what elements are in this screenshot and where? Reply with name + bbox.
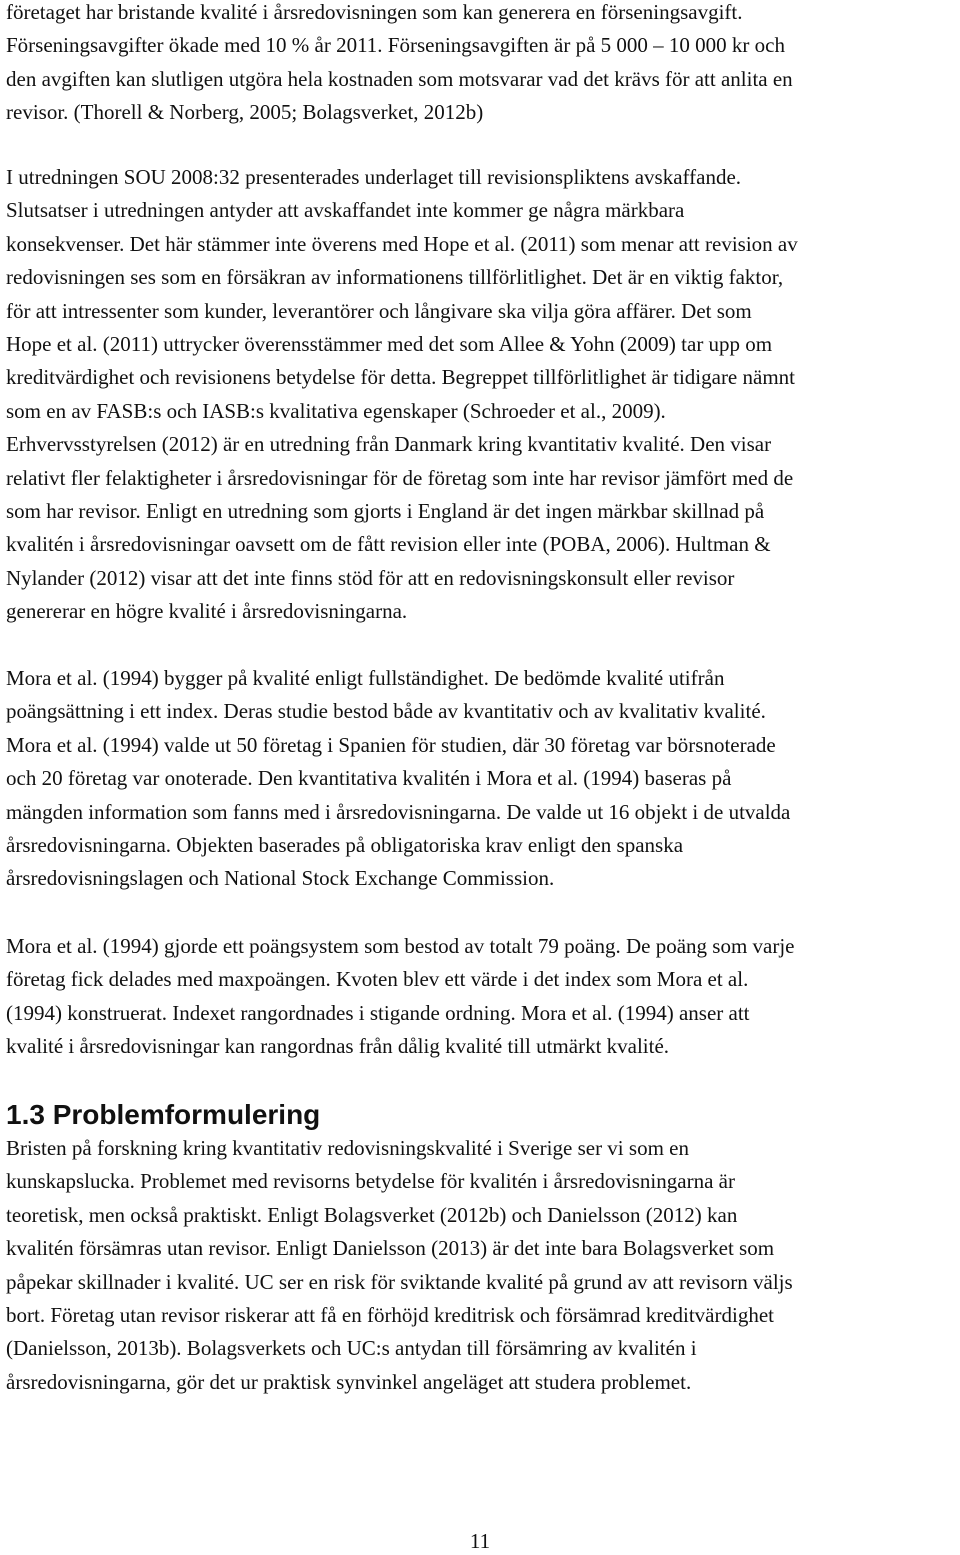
text-line: (Danielsson, 2013b). Bolagsverkets och UC:s antydan till försämring av kvalitén i xyxy=(6,1336,697,1361)
text-line: kunskapslucka. Problemet med revisorns betydelse för kvalitén i årsredovisningarna är xyxy=(6,1169,735,1194)
text-line: den avgiften kan slutligen utgöra hela kostnaden som motsvarar vad det krävs för att anlita en xyxy=(6,66,793,91)
text-line: teoretisk, men också praktiskt. Enligt Bolagsverket (2012b) och Danielsson (2012) kan xyxy=(6,1202,738,1227)
text-line: Hope et al. (2011) uttrycker överensstämmer med det som Allee & Yohn (2009) tar upp om xyxy=(6,332,773,357)
text-line: kvalitén försämras utan revisor. Enligt Danielsson (2013) är det inte bara Bolagsverket som xyxy=(6,1236,775,1261)
text-line: I utredningen SOU 2008:32 presenterades underlaget till revisionspliktens avskaffande. xyxy=(6,165,742,189)
text-line: poängsättning i ett index. Deras studie bestod både av kvantitativ och av kvalitativ kvalité. xyxy=(6,699,766,724)
text-line: årsredovisningslagen och National Stock Exchange Commission. xyxy=(6,866,555,891)
text-line: Mora et al. (1994) gjorde ett poängsystem som bestod av totalt 79 poäng. De poäng som varje xyxy=(6,934,795,958)
paragraph-sou-investigation xyxy=(6,161,798,629)
text-line: som en av FASB:s och IASB:s kvalitativa egenskaper (Schroeder et al., 2009). xyxy=(6,398,666,423)
text-line: påpekar skillnader i kvalité. UC ser en risk för sviktande kvalité på grund av att revisorn väljs xyxy=(6,1269,793,1294)
text-line: Slutsatser i utredningen antyder att avskaffandet inte kommer ge några märkbara xyxy=(6,198,685,223)
text-line: (1994) konstruerat. Indexet rangordnades i stigande ordning. Mora et al. (1994) anser att xyxy=(6,1000,750,1025)
text-line: konsekvenser. Det här stämmer inte överens med Hope et al. (2011) som menar att revision av xyxy=(6,231,798,256)
text-line: som har revisor. Enligt en utredning som gjorts i England är det ingen märkbar skillnad på xyxy=(6,499,765,524)
text-line: redovisningen ses som en försäkran av informationens tillförlitlighet. Det är en viktig faktor, xyxy=(6,265,784,290)
paragraph-late-fees xyxy=(6,0,793,130)
text-line: företag fick delades med maxpoängen. Kvoten blev ett värde i det index som Mora et al. xyxy=(6,967,749,992)
text-line: genererar en högre kvalité i årsredovisningarna. xyxy=(6,599,408,624)
section-heading: 1.3 Problemformulering xyxy=(6,1099,321,1130)
page-number: 11 xyxy=(469,1529,491,1553)
text-line: mängden information som fanns med i årsredovisningarna. De valde ut 16 objekt i de utvalda xyxy=(6,799,791,824)
text-line: Mora et al. (1994) valde ut 50 företag i Spanien för studien, där 30 företag var börsnoterade xyxy=(6,732,776,757)
text-line: kreditvärdighet och revisionens betydelse för detta. Begreppet tillförlitlighet är tidigare nämnt xyxy=(6,365,795,390)
text-line: för att intressenter som kunder, leverantörer och långivare ska vilja göra affärer. Det som xyxy=(6,298,752,323)
text-line: Erhvervsstyrelsen (2012) är en utredning från Danmark kring kvantitativ kvalité. Den visar xyxy=(6,432,772,457)
text-line: Bristen på forskning kring kvantitativ redovisningskvalité i Sverige ser vi som en xyxy=(6,1136,689,1160)
text-line: och 20 företag var onoterade. Den kvantitativa kvalitén i Mora et al. (1994) baseras på xyxy=(6,766,732,791)
text-line: Mora et al. (1994) bygger på kvalité enligt fullständighet. De bedömde kvalité utifrån xyxy=(6,666,725,690)
text-line: relativt fler felaktigheter i årsredovisningar för de företag som inte har revisor jämfört med de xyxy=(6,465,794,490)
text-line: kvalitén i årsredovisningar oavsett om de fått revision eller inte (POBA, 2006). Hultman & xyxy=(6,532,771,557)
text-line: bort. Företag utan revisor riskerar att få en förhöjd kreditrisk och försämrad kreditvärdighet xyxy=(6,1303,774,1328)
text-line: Förseningsavgifter ökade med 10 % år 2011. Förseningsavgiften är på 5 000 – 10 000 kr och xyxy=(6,33,785,58)
paragraph-problem-statement xyxy=(6,1132,793,1399)
text-line: företaget har bristande kvalité i årsredovisningen som kan generera en förseningsavgift. xyxy=(6,0,743,24)
text-line: Nylander (2012) visar att det inte finns stöd för att en redovisningskonsult eller revisor xyxy=(6,565,735,590)
paragraph-mora-completeness xyxy=(6,662,790,896)
text-line: kvalité i årsredovisningar kan rangordnas från dålig kvalité till utmärkt kvalité. xyxy=(6,1034,670,1059)
paragraph-mora-points xyxy=(6,930,795,1064)
text-line: årsredovisningarna. Objekten baserades på obligatoriska krav enligt den spanska xyxy=(6,833,684,858)
text-line: revisor. (Thorell & Norberg, 2005; Bolagsverket, 2012b) xyxy=(6,100,484,125)
text-line: årsredovisningarna, gör det ur praktisk synvinkel angeläget att studera problemet. xyxy=(6,1369,692,1394)
